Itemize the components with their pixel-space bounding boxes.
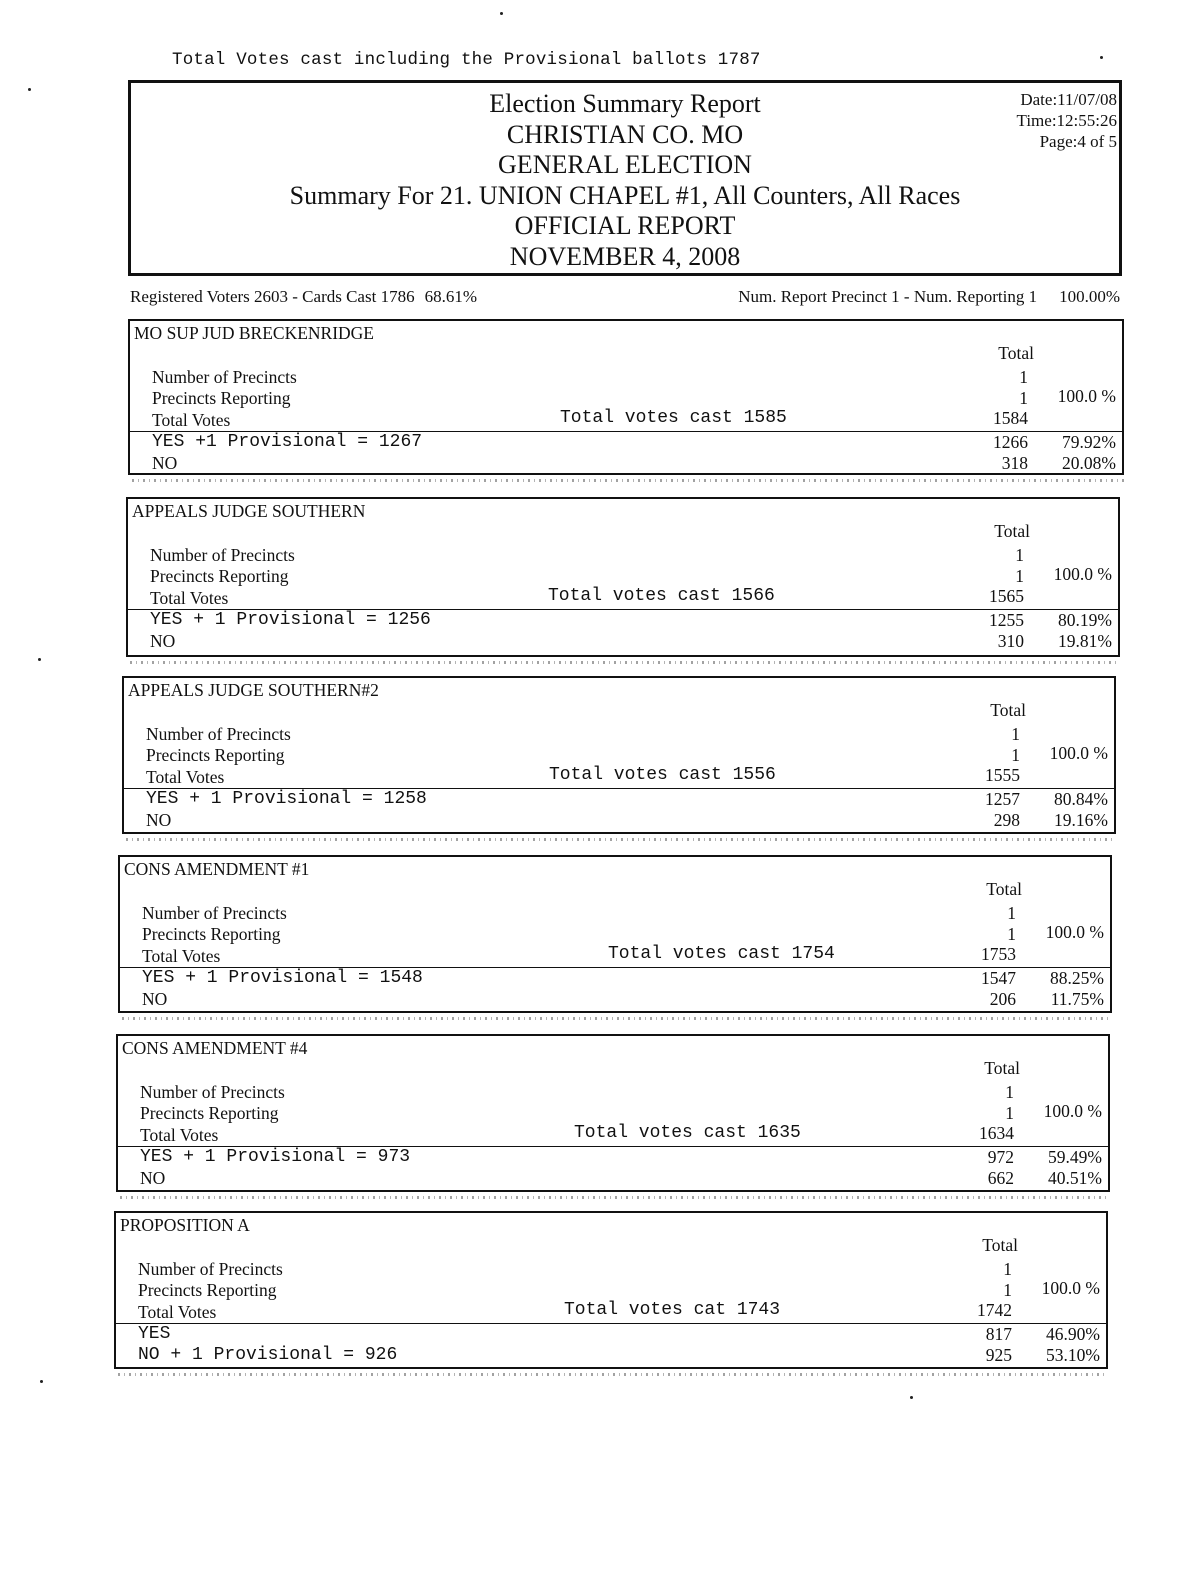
registered-voters-text: Registered Voters 2603 - Cards Cast 1786 <box>130 287 415 306</box>
reporting-status <box>738 287 1120 307</box>
race-title: APPEALS JUDGE SOUTHERN#2 <box>128 680 379 700</box>
fax-noise-strip <box>126 838 1116 841</box>
choice-1-percent: 59.49% <box>1048 1147 1102 1167</box>
choice-1-label: YES +1 Provisional = 1267 <box>152 432 423 452</box>
number-of-precincts-label: Number of Precincts <box>152 367 297 387</box>
choice-1-votes: 1547 <box>981 968 1016 988</box>
total-votes-value: 1555 <box>985 765 1020 785</box>
header-line: OFFICIAL REPORT <box>514 211 736 241</box>
total-votes-cast-note: Total votes cat 1743 <box>564 1300 781 1320</box>
choice-2-percent: 40.51% <box>1048 1168 1102 1188</box>
registered-voters <box>130 287 477 307</box>
total-votes-label: Total Votes <box>138 1302 217 1322</box>
choice-1-label: YES + 1 Provisional = 1548 <box>142 968 423 988</box>
turnout-percent: 68.61% <box>424 287 477 306</box>
race-title: MO SUP JUD BRECKENRIDGE <box>134 323 375 343</box>
fax-noise-strip <box>132 479 1124 482</box>
precincts-reporting-percent: 100.0 % <box>1057 386 1116 406</box>
choice-2-votes: 310 <box>997 631 1024 651</box>
number-of-precincts-label: Number of Precincts <box>142 903 287 923</box>
header-meta <box>1017 89 1117 152</box>
results-divider <box>116 1323 1106 1324</box>
precincts-reporting-label: Precincts Reporting <box>150 566 289 586</box>
header-line: GENERAL ELECTION <box>498 150 752 180</box>
choice-1-percent: 88.25% <box>1050 968 1104 988</box>
race-title: PROPOSITION A <box>120 1215 250 1235</box>
fax-noise-strip <box>118 1373 1108 1376</box>
choice-1-votes: 817 <box>985 1324 1012 1344</box>
choice-1-percent: 80.84% <box>1054 789 1108 809</box>
race-section <box>122 676 1116 834</box>
race-section <box>126 497 1120 657</box>
choice-2-label: NO + 1 Provisional = 926 <box>138 1345 398 1365</box>
total-votes-label: Total Votes <box>146 767 225 787</box>
choice-2-label: NO <box>140 1168 166 1188</box>
header-line: Election Summary Report <box>489 89 761 118</box>
number-of-precincts-value: 1 <box>1007 903 1016 923</box>
precincts-reporting-percent: 100.0 % <box>1053 564 1112 584</box>
precincts-reporting-percent: 100.0 % <box>1049 743 1108 763</box>
race-title: CONS AMENDMENT #4 <box>122 1038 308 1058</box>
scan-speck <box>500 12 503 15</box>
choice-2-percent: 53.10% <box>1046 1345 1100 1365</box>
choice-2-votes: 206 <box>989 989 1016 1009</box>
header-line: Summary For 21. UNION CHAPEL #1, All Counters, All Races <box>289 180 961 210</box>
report-time: Time:12:55:26 <box>1016 111 1117 130</box>
precincts-reporting-value: 1 <box>1003 1280 1012 1300</box>
header-line: NOVEMBER 4, 2008 <box>509 241 741 271</box>
choice-2-label: NO <box>150 631 176 651</box>
precincts-reporting-value: 1 <box>1019 388 1028 408</box>
precincts-reporting-value: 1 <box>1007 924 1016 944</box>
precincts-reporting-label: Precincts Reporting <box>140 1103 279 1123</box>
total-votes-label: Total Votes <box>140 1125 219 1145</box>
choice-2-votes: 662 <box>987 1168 1014 1188</box>
race-section <box>114 1211 1108 1369</box>
total-votes-value: 1584 <box>993 408 1028 428</box>
total-votes-label: Total Votes <box>152 410 231 430</box>
race-section <box>118 855 1112 1013</box>
choice-1-label: YES + 1 Provisional = 1256 <box>150 610 431 630</box>
fax-noise-strip <box>122 1017 1112 1020</box>
total-column-header: Total <box>994 521 1030 541</box>
number-of-precincts-label: Number of Precincts <box>138 1259 283 1279</box>
scan-speck <box>1100 56 1103 59</box>
choice-1-percent: 79.92% <box>1062 432 1116 452</box>
header-title-block <box>131 89 1119 273</box>
total-votes-value: 1565 <box>989 586 1024 606</box>
scan-speck <box>28 88 31 91</box>
precincts-reporting-value: 1 <box>1011 745 1020 765</box>
choice-2-percent: 11.75% <box>1050 989 1104 1009</box>
race-section <box>116 1034 1110 1192</box>
total-votes-cast-note: Total votes cast 1556 <box>549 765 776 785</box>
choice-1-percent: 80.19% <box>1058 610 1112 630</box>
choice-1-label: YES + 1 Provisional = 973 <box>140 1147 411 1167</box>
total-votes-value: 1634 <box>979 1123 1014 1143</box>
registration-line <box>130 287 1120 311</box>
report-date: Date:11/07/08 <box>1020 90 1117 109</box>
total-votes-value: 1753 <box>981 944 1016 964</box>
choice-2-votes: 318 <box>1001 453 1028 473</box>
choice-2-percent: 19.81% <box>1058 631 1112 651</box>
choice-2-votes: 298 <box>993 810 1020 830</box>
number-of-precincts-label: Number of Precincts <box>150 545 295 565</box>
scan-speck <box>38 658 41 661</box>
precincts-reporting-percent: 100.0 % <box>1041 1278 1100 1298</box>
choice-1-votes: 1255 <box>989 610 1024 630</box>
total-column-header: Total <box>984 1058 1020 1078</box>
choice-2-percent: 20.08% <box>1062 453 1116 473</box>
precincts-reporting-label: Precincts Reporting <box>146 745 285 765</box>
choice-1-label: YES <box>138 1324 171 1344</box>
page-number: Page:4 of 5 <box>1039 132 1117 151</box>
fax-noise-strip <box>130 661 1120 664</box>
precincts-reporting-value: 1 <box>1005 1103 1014 1123</box>
report-header <box>128 80 1122 276</box>
precincts-reporting-percent: 100.0 % <box>1045 922 1104 942</box>
number-of-precincts-value: 1 <box>1019 367 1028 387</box>
header-line: CHRISTIAN CO. MO <box>506 119 744 149</box>
total-votes-label: Total Votes <box>142 946 221 966</box>
number-of-precincts-value: 1 <box>1003 1259 1012 1279</box>
number-of-precincts-value: 1 <box>1005 1082 1014 1102</box>
total-column-header: Total <box>998 343 1034 363</box>
reporting-percent: 100.00% <box>1059 287 1120 306</box>
choice-2-label: NO <box>146 810 172 830</box>
precincts-reporting-value: 1 <box>1015 566 1024 586</box>
total-votes-cast-note: Total votes cast 1566 <box>548 586 775 606</box>
choice-2-label: NO <box>152 453 178 473</box>
total-column-header: Total <box>982 1235 1018 1255</box>
choice-2-percent: 19.16% <box>1054 810 1108 830</box>
total-votes-cast-note: Total votes cast 1585 <box>560 408 787 428</box>
race-title: APPEALS JUDGE SOUTHERN <box>132 501 366 521</box>
fax-noise-strip <box>120 1196 1110 1199</box>
number-of-precincts-label: Number of Precincts <box>140 1082 285 1102</box>
number-of-precincts-label: Number of Precincts <box>146 724 291 744</box>
scan-speck <box>910 1396 913 1399</box>
race-section <box>128 319 1124 475</box>
total-column-header: Total <box>990 700 1026 720</box>
total-votes-value: 1742 <box>977 1300 1012 1320</box>
precincts-reporting-label: Precincts Reporting <box>138 1280 277 1300</box>
precincts-reporting-label: Precincts Reporting <box>152 388 291 408</box>
scan-speck <box>40 1380 43 1383</box>
total-votes-label: Total Votes <box>150 588 229 608</box>
choice-2-label: NO <box>142 989 168 1009</box>
choice-1-votes: 1257 <box>985 789 1020 809</box>
race-title: CONS AMENDMENT #1 <box>124 859 310 879</box>
choice-1-votes: 1266 <box>993 432 1028 452</box>
top-provisional-note: Total Votes cast including the Provisional ballots 1787 <box>172 50 761 70</box>
choice-1-votes: 972 <box>987 1147 1014 1167</box>
number-of-precincts-value: 1 <box>1011 724 1020 744</box>
choice-1-label: YES + 1 Provisional = 1258 <box>146 789 427 809</box>
total-votes-cast-note: Total votes cast 1635 <box>574 1123 801 1143</box>
precincts-reporting-percent: 100.0 % <box>1043 1101 1102 1121</box>
precincts-reporting-label: Precincts Reporting <box>142 924 281 944</box>
choice-1-percent: 46.90% <box>1046 1324 1100 1344</box>
reporting-status-text: Num. Report Precinct 1 - Num. Reporting 1 <box>738 287 1038 306</box>
choice-2-votes: 925 <box>985 1345 1012 1365</box>
number-of-precincts-value: 1 <box>1015 545 1024 565</box>
total-column-header: Total <box>986 879 1022 899</box>
total-votes-cast-note: Total votes cast 1754 <box>608 944 835 964</box>
